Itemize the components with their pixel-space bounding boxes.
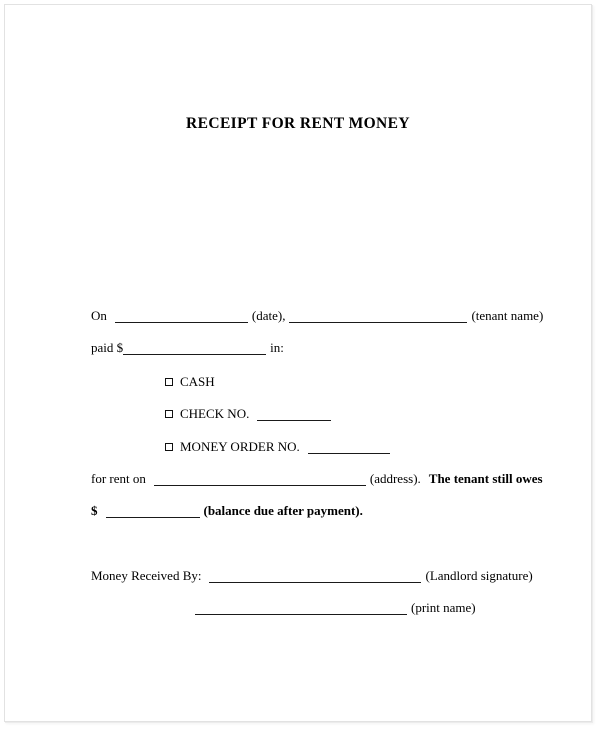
checkbox-icon-money-order[interactable]: [165, 443, 173, 451]
amount-paid-input[interactable]: [123, 343, 266, 355]
rent-address-line: [91, 471, 543, 487]
tenant-still-owes-label: The tenant still owes: [428, 471, 543, 486]
tenant-name-input[interactable]: [289, 311, 467, 323]
print-name-input[interactable]: [195, 603, 407, 615]
print-name-caption: (print name): [411, 600, 476, 615]
document-page: [4, 4, 592, 722]
amount-paid-line: [91, 340, 284, 356]
money-received-by-label: Money Received By:: [91, 568, 202, 583]
landlord-signature-input[interactable]: [209, 571, 421, 583]
landlord-signature-caption: (Landlord signature): [425, 568, 533, 583]
date-caption: (date),: [251, 308, 286, 323]
address-input[interactable]: [154, 474, 366, 486]
check-number-input[interactable]: [257, 409, 331, 421]
payment-option-money-order[interactable]: [165, 439, 390, 455]
checkbox-icon-cash[interactable]: [165, 378, 173, 386]
on-label: On: [91, 308, 107, 323]
date-and-tenant-line: [91, 308, 543, 324]
cash-label: CASH: [180, 374, 215, 389]
check-label: CHECK NO.: [180, 406, 250, 421]
landlord-signature-line: [91, 568, 533, 584]
payment-option-check[interactable]: [165, 406, 331, 422]
paid-label: paid $: [91, 340, 124, 355]
checkbox-icon-check[interactable]: [165, 410, 173, 418]
address-caption: (address).: [369, 471, 421, 486]
money-order-number-input[interactable]: [308, 442, 390, 454]
payment-option-cash[interactable]: [165, 374, 215, 390]
dollar-sign-label: $: [91, 503, 98, 518]
balance-due-line: [91, 503, 363, 519]
balance-due-caption: (balance due after payment).: [203, 503, 363, 518]
date-input[interactable]: [115, 311, 248, 323]
in-label: in:: [270, 340, 284, 355]
print-name-line: [195, 600, 476, 616]
page-title: RECEIPT FOR RENT MONEY: [186, 115, 410, 132]
money-order-label: MONEY ORDER NO.: [180, 439, 300, 454]
balance-due-input[interactable]: [106, 506, 200, 518]
for-rent-label: for rent on: [91, 471, 146, 486]
tenant-name-caption: (tenant name): [471, 308, 544, 323]
